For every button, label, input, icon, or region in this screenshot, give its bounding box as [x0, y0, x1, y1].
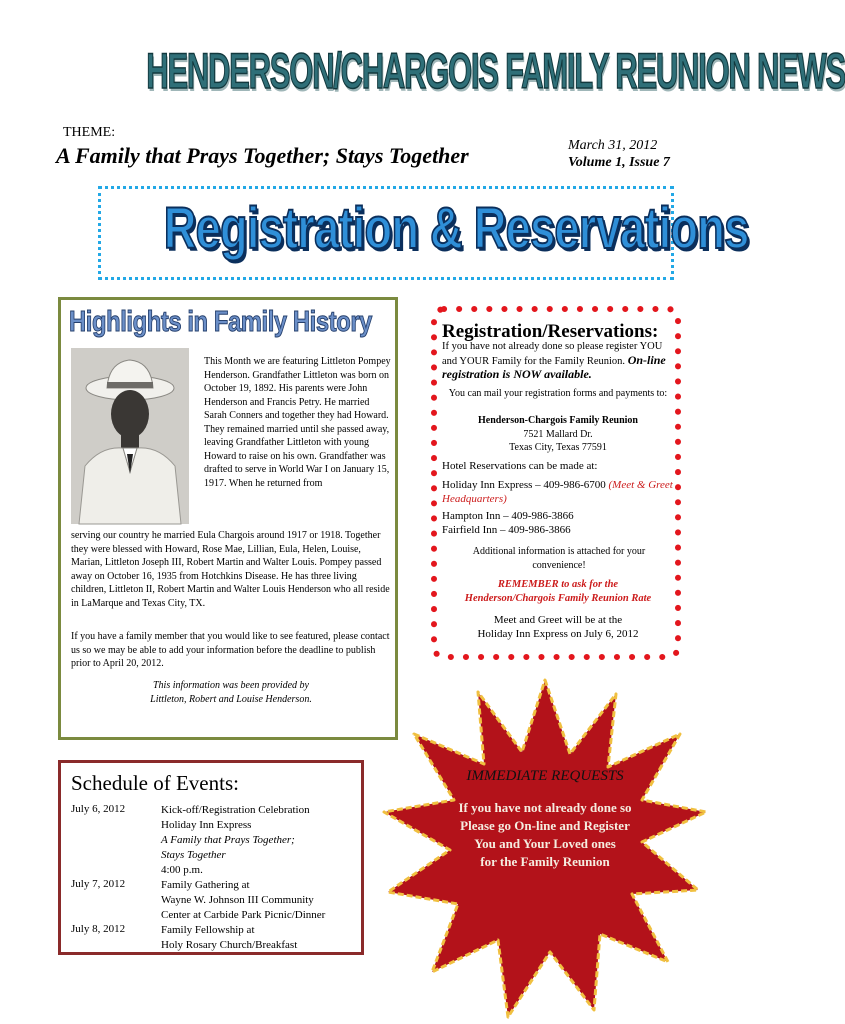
event-line: Holy Rosary Church/Breakfast	[161, 939, 298, 951]
mailing-address	[442, 414, 674, 455]
meet-line-2: Holiday Inn Express on July 6, 2012	[477, 627, 639, 640]
history-paragraph-2: serving our country he married Eula Chargois around 1917 or 1918. Together they were blessed with Howard, Rose Mae, Lillian, Eula, Helen, Louise, Marian, Littleton Joseph III, Robert Martin and Walter Louis. Pompey passed away on October 16, 1935 from Hotchkins Disease. He has three living children, Littleton II, Robert Martin and Walter Louis Henderson who all reside in LaMarque and Texas City, TX.	[71, 530, 390, 609]
event-line: Kick-off/Registration Celebration	[161, 804, 310, 816]
event-line: Center at Carbide Park Picnic/Dinner	[161, 909, 326, 921]
mail-note: You can mail your registration forms and payments to:	[448, 388, 668, 399]
history-paragraph-1: This Month we are featuring Littleton Pompey Henderson. Grandfather Littleton was born on October 19, 1892. His parents were John Henderson and Francis Petry. He married Sarah Conners and together they had Howard. They remained married until she passed away, leaving Grandfather Littleton with young Howard to raise on his own. Grandfather was drafted to serve in World War I on January 15, 1917. When he returned from	[204, 356, 391, 489]
schedule-section	[58, 760, 364, 955]
history-section	[58, 297, 398, 740]
meet-line-1: Meet and Greet will be at the	[493, 614, 623, 626]
requests-line-1: If you have not already done so	[458, 800, 632, 815]
event-line: Family Gathering at	[161, 879, 250, 891]
schedule-title: Schedule of Events:	[71, 771, 239, 795]
hotel-intro: Hotel Reservations can be made at:	[442, 460, 598, 472]
requests-title: IMMEDIATE REQUESTS	[466, 768, 624, 784]
theme-label: THEME:	[63, 125, 116, 140]
masthead-title: HENDERSON/CHARGOIS FAMILY REUNION NEWS	[146, 43, 845, 99]
event-line: Family Fellowship at	[161, 924, 255, 936]
issue-date: March 31, 2012	[568, 138, 658, 153]
hotel-1-note: (Meet & Greet Headquarters)	[442, 479, 673, 505]
event-line: 4:00 p.m.	[161, 864, 203, 876]
issue-volume: Volume 1, Issue 7	[568, 155, 670, 170]
address-name: Henderson-Chargois Family Reunion	[477, 415, 638, 426]
registration-banner	[98, 186, 749, 280]
meet-greet-note	[442, 614, 674, 641]
immediate-requests-starburst	[380, 672, 710, 1022]
address-city: Texas City, Texas 77591	[509, 442, 607, 453]
additional-info: Additional information is attached for your convenience!	[472, 546, 646, 571]
hotel-holiday-inn	[442, 479, 678, 506]
hotel-1-text: Holiday Inn Express – 409-986-6700	[442, 479, 606, 491]
history-title: Highlights in Family History	[69, 306, 372, 338]
theme-text: A Family that Prays Together; Stays Together	[56, 143, 469, 168]
event-line: Wayne W. Johnson III Community	[161, 894, 314, 906]
event-date: July 6, 2012	[71, 803, 126, 815]
event-details	[161, 803, 361, 878]
hotel-fairfield-inn: Fairfield Inn – 409-986-3866	[442, 524, 571, 536]
event-line: A Family that Prays Together;	[161, 834, 295, 846]
remember-line-1: REMEMBER to ask for the	[497, 579, 619, 590]
remember-line-2: Henderson/Chargois Family Reunion Rate	[464, 592, 652, 604]
event-line: Stays Together	[161, 849, 226, 861]
event-date: July 8, 2012	[71, 923, 126, 935]
credit-line-1: This information was been provided by	[152, 680, 309, 691]
event-details	[161, 878, 361, 923]
registration-section	[428, 303, 684, 663]
event-date: July 7, 2012	[71, 878, 126, 890]
event-details	[161, 923, 361, 953]
banner-text: Registration & Reservations	[163, 196, 749, 261]
registration-intro-text: If you have not already done so please register YOU and YOUR Family for the Family Reunion.	[442, 341, 663, 367]
requests-line-4: for the Family Reunion	[480, 854, 610, 869]
registration-intro	[442, 340, 674, 383]
requests-line-2: Please go On-line and Register	[460, 818, 630, 833]
hotel-hampton-inn: Hampton Inn – 409-986-3866	[442, 510, 574, 522]
remember-note	[442, 578, 674, 605]
event-line: Holiday Inn Express	[161, 819, 252, 831]
registration-title: Registration/Reservations:	[442, 321, 659, 342]
history-paragraph-3: If you have a family member that you would like to see featured, please contact us so we may be able to add your information before the deadline to publish prior to April 20, 2012.	[71, 631, 390, 669]
portrait-photo	[71, 348, 189, 524]
credit-line-2: Littleton, Robert and Louise Henderson.	[150, 693, 312, 705]
history-credit	[71, 679, 391, 706]
online-registration-note: On-line registration is NOW available.	[442, 352, 666, 381]
address-street: 7521 Mallard Dr.	[523, 428, 593, 440]
requests-line-3: You and Your Loved ones	[474, 836, 616, 851]
